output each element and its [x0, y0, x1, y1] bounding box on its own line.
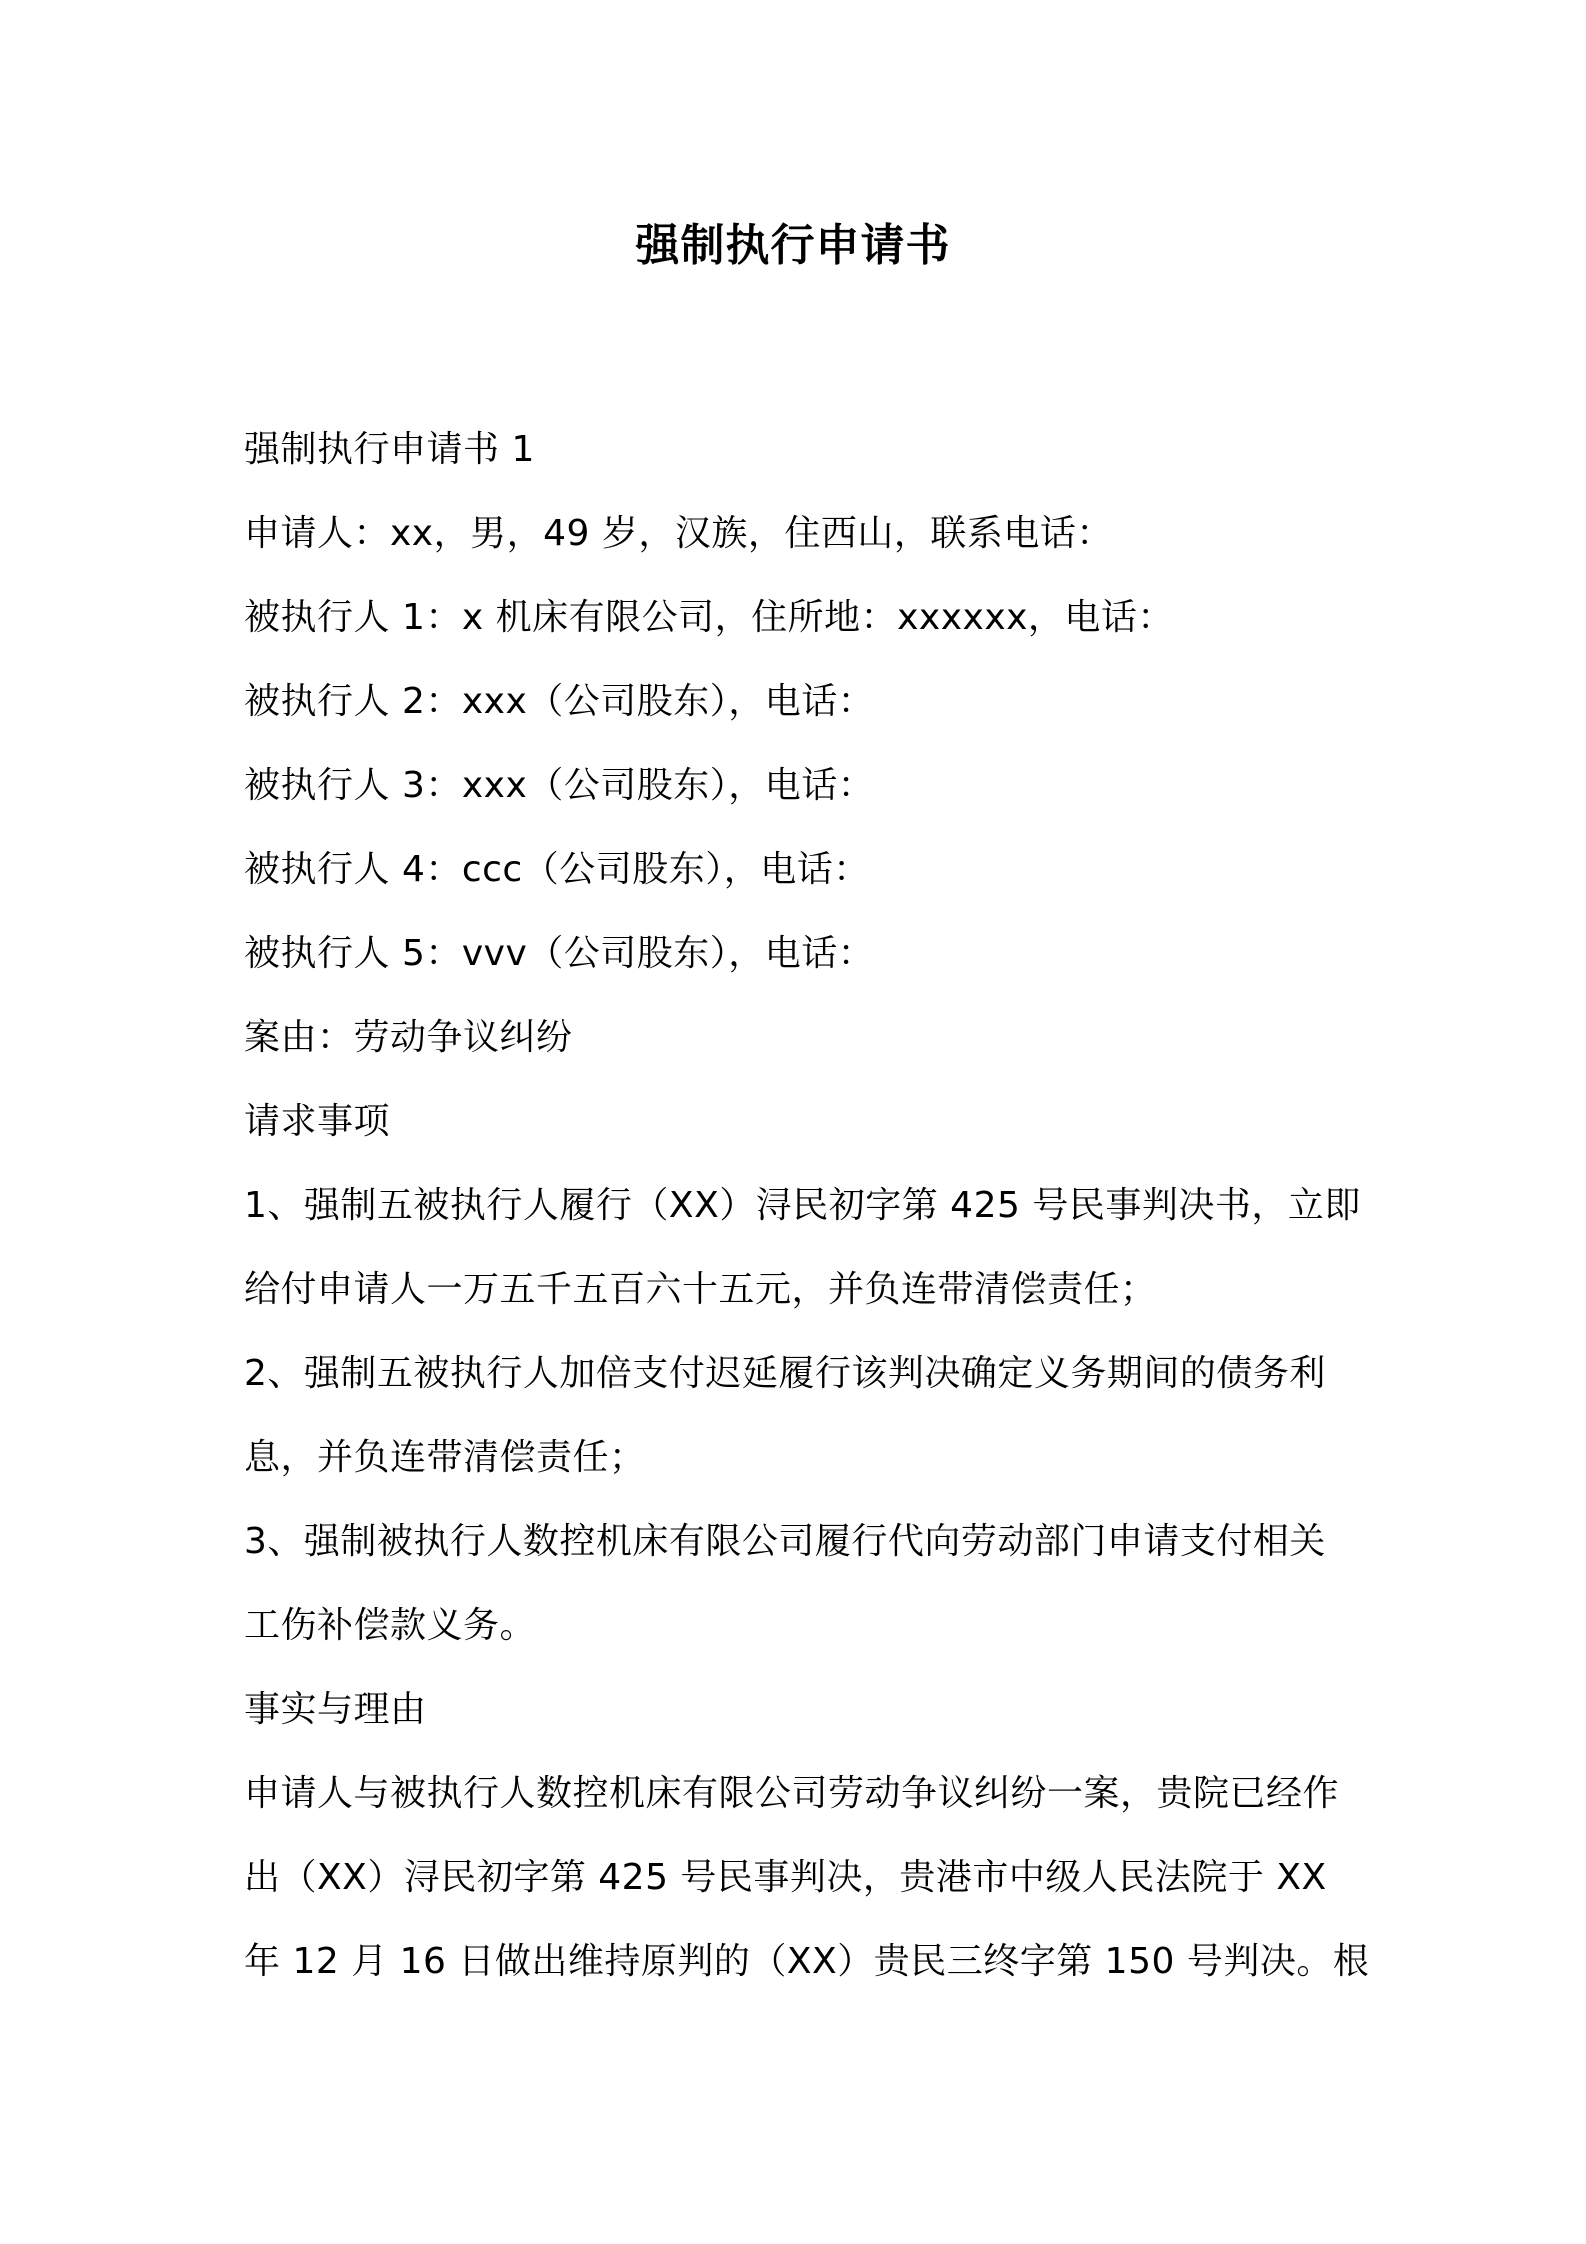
request-line: 1、强制五被执行人履行（XX）浔民初字第 425 号民事判决书，立即	[244, 1185, 1361, 1226]
respondent-line: 被执行人 1：x 机床有限公司，住所地：xxxxxx，电话：	[244, 597, 1174, 638]
request-line: 3、强制被执行人数控机床有限公司履行代向劳动部门申请支付相关	[244, 1521, 1326, 1562]
request-line: 给付申请人一万五千五百六十五元，并负连带清偿责任；	[244, 1269, 1157, 1310]
request-line: 息，并负连带清偿责任；	[244, 1437, 646, 1478]
request-line: 工伤补偿款义务。	[244, 1605, 537, 1646]
respondent-line: 被执行人 3：xxx（公司股东），电话：	[244, 765, 875, 806]
facts-heading: 事实与理由	[244, 1689, 427, 1730]
requests-heading: 请求事项	[244, 1101, 391, 1142]
document-title: 强制执行申请书	[635, 220, 951, 271]
respondent-line: 被执行人 2：xxx（公司股东），电话：	[244, 681, 875, 722]
respondent-line: 被执行人 4：ccc（公司股东），电话：	[244, 849, 870, 890]
cause-line: 案由：劳动争议纠纷	[244, 1017, 573, 1058]
facts-line: 申请人与被执行人数控机床有限公司劳动争议纠纷一案，贵院已经作	[244, 1773, 1340, 1814]
respondent-line: 被执行人 5：vvv（公司股东），电话：	[244, 933, 875, 974]
document-body	[244, 408, 1370, 2004]
facts-line: 年 12 月 16 日做出维持原判的（XX）贵民三终字第 150 号判决。根	[244, 1941, 1370, 1982]
facts-line: 出（XX）浔民初字第 425 号民事判决，贵港市中级人民法院于 XX	[244, 1857, 1327, 1898]
applicant-line: 申请人：xx，男，49 岁，汉族，住西山，联系电话：	[244, 513, 1113, 554]
document-subtitle: 强制执行申请书 1	[244, 429, 535, 470]
request-line: 2、强制五被执行人加倍支付迟延履行该判决确定义务期间的债务利	[244, 1353, 1326, 1394]
